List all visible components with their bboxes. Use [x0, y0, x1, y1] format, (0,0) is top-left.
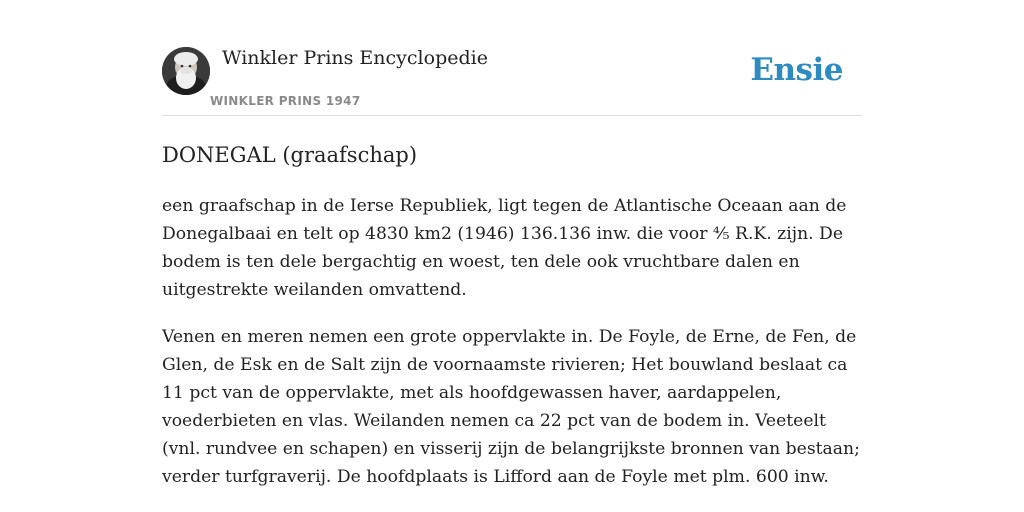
source-subtitle: WINKLER PRINS 1947: [210, 94, 361, 108]
article-body: [162, 192, 862, 510]
header-divider: [162, 115, 862, 116]
source-title[interactable]: Winkler Prins Encyclopedie: [222, 47, 488, 69]
article-paragraph: Venen en meren nemen een grote oppervlakte in. De Foyle, de Erne, de Fen, de Glen, de Esk en de Salt zijn de voornaamste rivieren; Het bouwland beslaat ca 11 pct van de oppervlakte, met als hoofdgewassen haver, aardappelen, voederbieten en vlas. Weilanden nemen ca 22 pct van de bodem in. Veeteelt (vnl. rundvee en schapen) en visserij zijn de belangrijkste bronnen van bestaan; verder turfgraverij. De hoofdplaats is Lifford aan de Foyle met plm. 600 inw.: [162, 327, 860, 487]
author-portrait-icon: [162, 47, 210, 95]
brand-logo[interactable]: Ensie: [750, 52, 843, 88]
avatar[interactable]: [162, 47, 210, 95]
article-title: DONEGAL (graafschap): [162, 143, 418, 167]
article-paragraph: een graafschap in de Ierse Republiek, ligt tegen de Atlantische Oceaan aan de Donegalbaai en telt op 4830 km2 (1946) 136.136 inw. die voor ⅘ R.K. zijn. De bodem is ten dele bergachtig en woest, ten dele ook vruchtbare dalen en uitgestrekte weilanden omvattend.: [162, 196, 847, 300]
